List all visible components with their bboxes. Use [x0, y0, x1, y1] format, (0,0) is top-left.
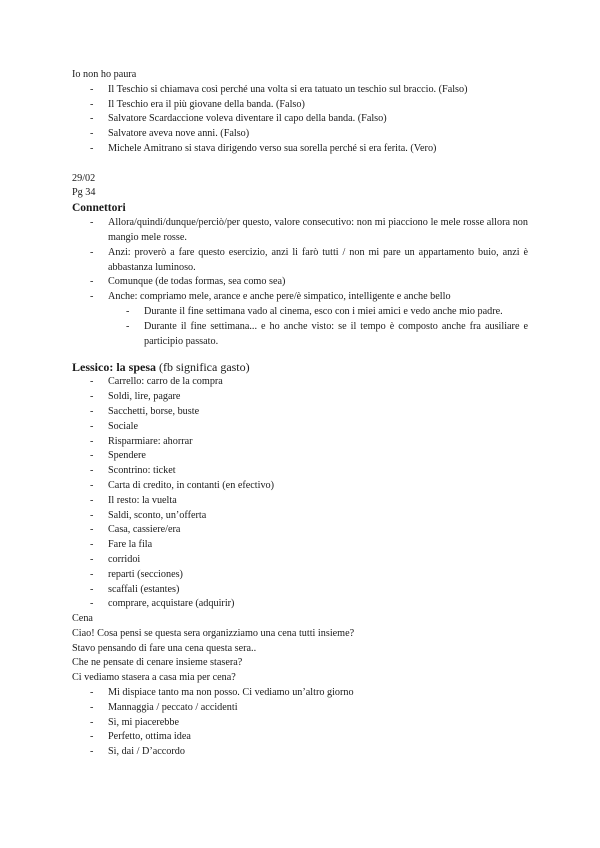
list-item: - Carrello: carro de la compra [72, 375, 528, 390]
list-item: - comprare, acquistare (adquirir) [72, 597, 528, 612]
list-item: - Carta di credito, in contanti (en efectivo) [72, 479, 528, 494]
list-item: - Comunque (de todas formas, sea como sea) [72, 275, 528, 290]
spacer [72, 349, 528, 359]
document-page [72, 68, 528, 760]
page-label: Pg 34 [72, 187, 96, 199]
connettori-list [72, 216, 528, 305]
list-item: - Soldi, lire, pagare [72, 390, 528, 405]
cena-line: Ci vediamo stasera a casa mia per cena? [72, 672, 236, 684]
cena-line: Ciao! Cosa pensi se questa sera organizziamo una cena tutti insieme? [72, 627, 355, 639]
list-item: - Scontrino: ticket [72, 464, 528, 479]
sub-list-item: - Durante il fine settimana... e ho anche visto: se il tempo è composto anche fra ausiliare e participio passato. [108, 320, 528, 350]
list-item: - Spendere [72, 449, 528, 464]
list-item: - Allora/quindi/dunque/perciò/per questo, valore consecutivo: non mi piacciono le mele rosse allora non mangio mele rosse. [72, 216, 528, 246]
list-item: - Il resto: la vuelta [72, 494, 528, 509]
lessico-title-bold: Lessico: la spesa [72, 360, 156, 375]
list-item: - Salvatore Scardaccione voleva diventare il capo della banda. (Falso) [72, 112, 528, 127]
list-item: - Salvatore aveva nove anni. (Falso) [72, 127, 528, 142]
list-item: - Mi dispiace tanto ma non posso. Ci vediamo un’altro giorno [72, 686, 528, 701]
list-item: - reparti (secciones) [72, 568, 528, 583]
list-item: - Sacchetti, borse, buste [72, 405, 528, 420]
list-item: - Mannaggia / peccato / accidenti [72, 701, 528, 716]
sub-list-item: - Durante il fine settimana vado al cinema, esco con i miei amici e vedo anche mio padre. [108, 305, 528, 320]
list-item: - Casa, cassiere/era [72, 523, 528, 538]
spacer [72, 157, 528, 172]
section-title-io-non-ho-paura: Io non ho paura [72, 69, 137, 80]
list-item: - Il Teschio era il più giovane della banda. (Falso) [72, 98, 528, 113]
list-item: - Risparmiare: ahorrar [72, 435, 528, 450]
list-item: - Il Teschio si chiamava così perché una volta si era tatuato un teschio sul braccio. (Falso) [72, 83, 528, 98]
list-item: - Saldi, sconto, un’offerta [72, 509, 528, 524]
section-title-lessico [72, 359, 528, 375]
section-title-cena: Cena [72, 613, 93, 625]
cena-line: Stavo pensando di fare una cena questa sera.. [72, 642, 257, 654]
list-item: - Sociale [72, 420, 528, 435]
lessico-title-note: (fb significa gasto) [156, 360, 250, 375]
section-title-connettori: Connettori [72, 202, 126, 215]
list-item: - Perfetto, ottima idea [72, 730, 528, 745]
cena-responses-list [72, 686, 528, 760]
list-item: - corridoi [72, 553, 528, 568]
list-item: - Sì, mi piacerebbe [72, 716, 528, 731]
cena-line: Che ne pensate di cenare insieme stasera? [72, 657, 243, 669]
list-item: - Michele Amitrano si stava dirigendo verso sua sorella perché si era ferita. (Vero) [72, 142, 528, 157]
lessico-list [72, 375, 528, 612]
list-item: - Anzi: proverò a fare questo esercizio, anzi li farò tutti / non mi pare un appartamento buio, anzi è abbastanza luminoso. [72, 246, 528, 276]
list-item: - Fare la fila [72, 538, 528, 553]
connettori-sublist [72, 305, 528, 349]
list-item: - Anche: compriamo mele, arance e anche pere/è simpatico, intelligente e anche bello [72, 290, 528, 305]
true-false-list [72, 83, 528, 157]
list-item: - scaffali (estantes) [72, 583, 528, 598]
list-item: - Sì, dai / D’accordo [72, 745, 528, 760]
date-label: 29/02 [72, 172, 96, 184]
